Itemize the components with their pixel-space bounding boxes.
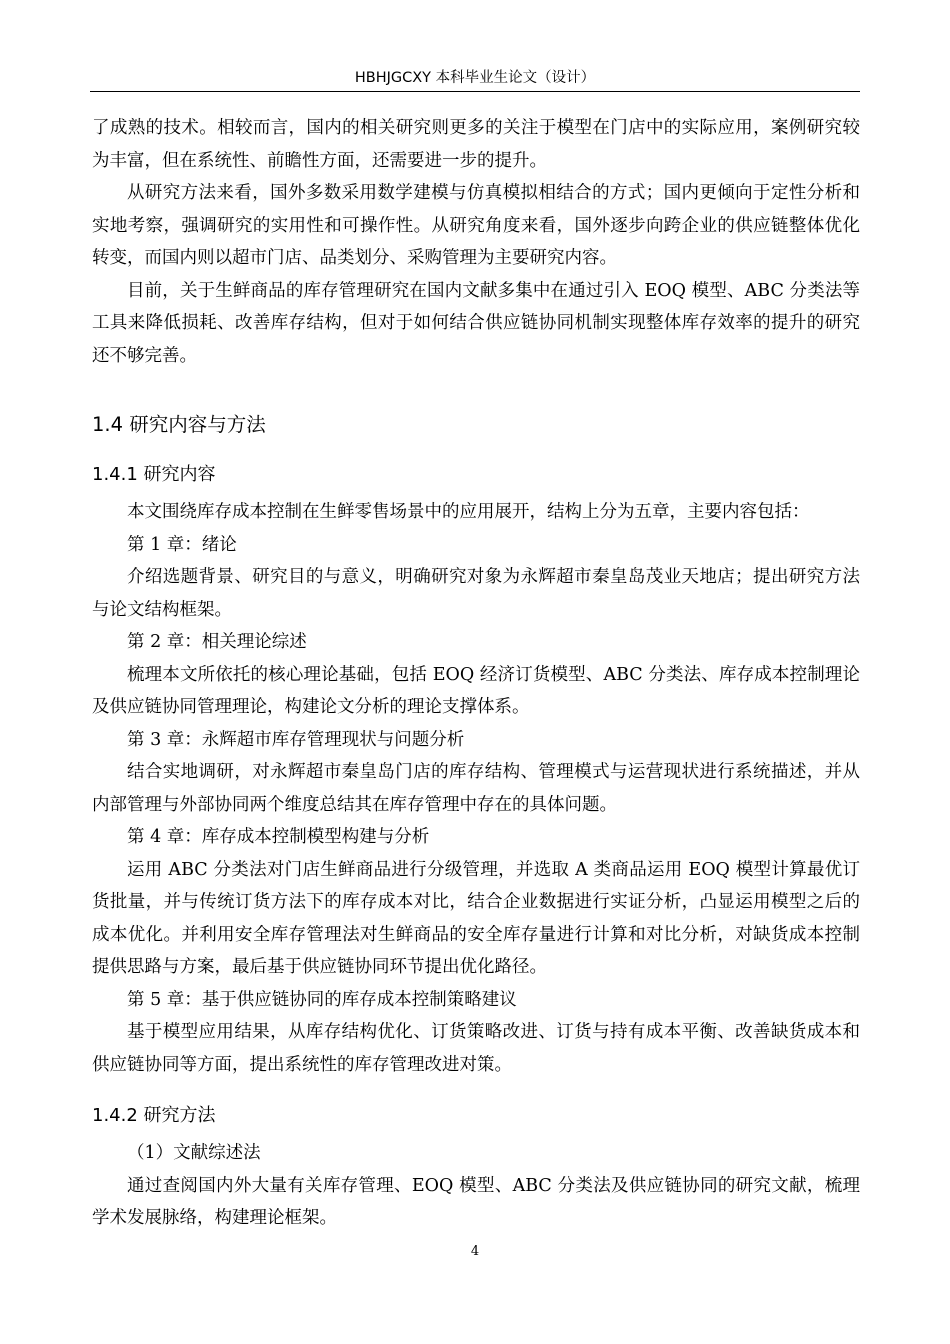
chapter-label: 第 1 章：绪论 — [127, 534, 237, 555]
section-heading-1-4: 1.4 研究内容与方法 — [92, 413, 266, 436]
paragraph: 介绍选题背景、研究目的与意义，明确研究对象为永辉超市秦皇岛茂业天地店；提出研究方法与论文结构框架。 — [92, 567, 860, 620]
chapter-label: 第 4 章：库存成本控制模型构建与分析 — [127, 827, 430, 847]
paragraph: 从研究方法来看，国外多数采用数学建模与仿真模拟相结合的方式；国内更倾向于定性分析和实地考察，强调研究的实用性和可操作性。从研究角度来看，国外逐步向跨企业的供应链整体优化转变，而国内则以超市门店、品类划分、采购管理为主要研究内容。 — [92, 183, 860, 268]
header-rule — [90, 91, 860, 92]
paragraph: 了成熟的技术。相较而言，国内的相关研究则更多的关注于模型在门店中的实际应用，案例研究较为丰富，但在系统性、前瞻性方面，还需要进一步的提升。 — [92, 118, 860, 171]
paragraph: 基于模型应用结果，从库存结构优化、订货策略改进、订货与持有成本平衡、改善缺货成本和供应链协同等方面，提出系统性的库存管理改进对策。 — [92, 1022, 860, 1075]
chapter-label: 第 5 章：基于供应链协同的库存成本控制策略建议 — [127, 989, 517, 1010]
paragraph: 通过查阅国内外大量有关库存管理、EOQ 模型、ABC 分类法及供应链协同的研究文献，梳理学术发展脉络，构建理论框架。 — [92, 1175, 860, 1228]
method-label: （1）文献综述法 — [127, 1143, 261, 1163]
section-heading-1-4-2: 1.4.2 研究方法 — [92, 1105, 216, 1126]
running-header: HBHJGCXY 本科毕业生论文（设计） — [354, 70, 596, 86]
paragraph: 结合实地调研，对永辉超市秦皇岛门店的库存结构、管理模式与运营现状进行系统描述，并从内部管理与外部协同两个维度总结其在库存管理中存在的具体问题。 — [92, 762, 860, 815]
paragraph: 本文围绕库存成本控制在生鲜零售场景中的应用展开，结构上分为五章，主要内容包括： — [127, 502, 810, 522]
body-content — [92, 112, 860, 1235]
paragraph: 运用 ABC 分类法对门店生鲜商品进行分级管理，并选取 A 类商品运用 EOQ 模型计算最优订货批量，并与传统订货方法下的库存成本对比，结合企业数据进行实证分析，凸显运用模型之后的成本优化。并利用安全库存管理法对生鲜商品的安全库存量进行计算和对比分析，对缺货成本控制提供思路与方案，最后基于供应链协同环节提出优化路径。 — [92, 859, 860, 977]
section-heading-1-4-1: 1.4.1 研究内容 — [92, 464, 216, 485]
chapter-label: 第 2 章：相关理论综述 — [127, 632, 307, 652]
paragraph: 目前，关于生鲜商品的库存管理研究在国内文献多集中在通过引入 EOQ 模型、ABC 分类法等工具来降低损耗、改善库存结构，但对于如何结合供应链协同机制实现整体库存效率的提升的研究还不够完善。 — [92, 280, 860, 366]
page-number: 4 — [470, 1244, 480, 1259]
chapter-label: 第 3 章：永辉超市库存管理现状与问题分析 — [127, 729, 465, 750]
paragraph: 梳理本文所依托的核心理论基础，包括 EOQ 经济订货模型、ABC 分类法、库存成本控制理论及供应链协同管理理论，构建论文分析的理论支撑体系。 — [92, 664, 860, 717]
